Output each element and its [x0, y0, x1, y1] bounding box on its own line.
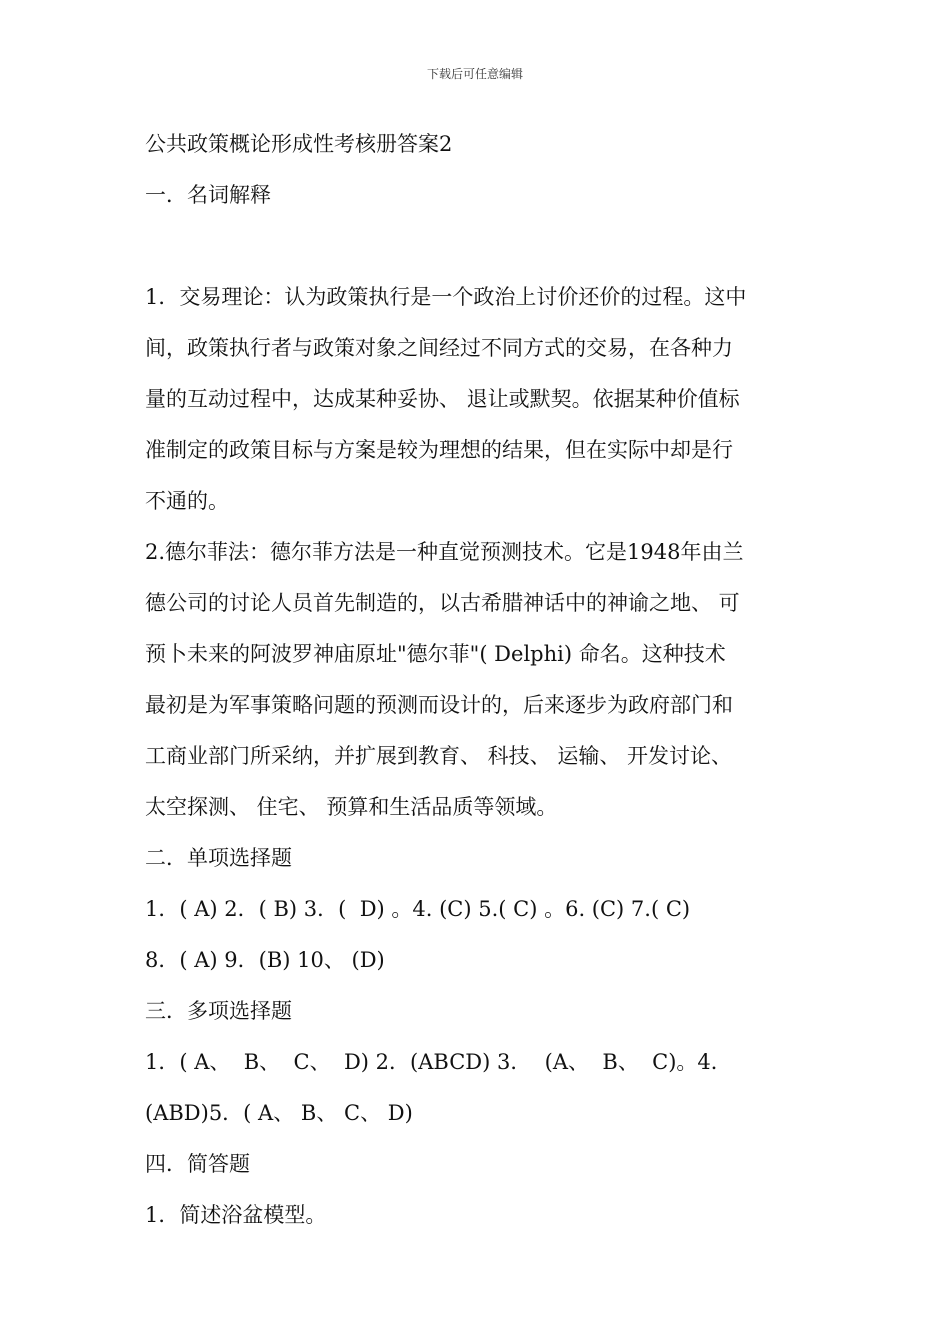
page-header-note: 下载后可任意编辑: [426, 67, 523, 81]
paragraph-line: 太空探测、 住宅、 预算和生活品质等领域。: [145, 795, 558, 819]
paragraph-line: 工商业部门所采纳，并扩展到教育、 科技、 运输、 开发讨论、: [145, 744, 733, 768]
paragraph-line: 预卜未来的阿波罗神庙原址"德尔菲"( Delphi) 命名。这种技术: [145, 642, 726, 666]
paragraph-line: 间，政策执行者与政策对象之间经过不同方式的交易，在各种力: [145, 336, 733, 360]
answer-line: 1．( A、 B、 C、 D) 2．(ABCD) 3． (A、 B、 C)。4．: [145, 1050, 732, 1074]
section-heading-short-answer: 四．简答题: [145, 1152, 250, 1176]
paragraph-line: 准制定的政策目标与方案是较为理想的结果，但在实际中却是行: [145, 438, 733, 462]
paragraph-line: 量的互动过程中，达成某种妥协、 退让或默契。依据某种价值标: [145, 387, 740, 411]
answer-line: 8．( A) 9．(B) 10、 (D): [145, 948, 385, 972]
paragraph-line: 不通的。: [145, 489, 229, 513]
blank-line: [145, 221, 807, 272]
paragraph-line: 1．交易理论：认为政策执行是一个政治上讨价还价的过程。这中: [145, 285, 747, 309]
question-line: 1．简述浴盆模型。: [145, 1203, 327, 1227]
document-title: 公共政策概论形成性考核册答案2: [145, 132, 453, 156]
section-heading-multiple-choice: 三．多项选择题: [145, 999, 292, 1023]
document-body: [145, 119, 807, 1241]
paragraph-line: 最初是为军事策略问题的预测而设计的，后来逐步为政府部门和: [145, 693, 733, 717]
answer-line: 1．( A) 2．( B) 3．( D) 。4. (C) 5.( C) 。6. (C) 7.( C): [145, 897, 691, 921]
paragraph-line: 2.德尔菲法：德尔菲方法是一种直觉预测技术。它是1948年由兰: [145, 540, 744, 564]
answer-line: (ABD)5．( A、 B、 C、 D): [145, 1101, 413, 1125]
section-heading-single-choice: 二．单项选择题: [145, 846, 292, 870]
section-heading-definitions: 一．名词解释: [145, 183, 271, 207]
paragraph-line: 德公司的讨论人员首先制造的，以古希腊神话中的神谕之地、 可: [145, 591, 740, 615]
